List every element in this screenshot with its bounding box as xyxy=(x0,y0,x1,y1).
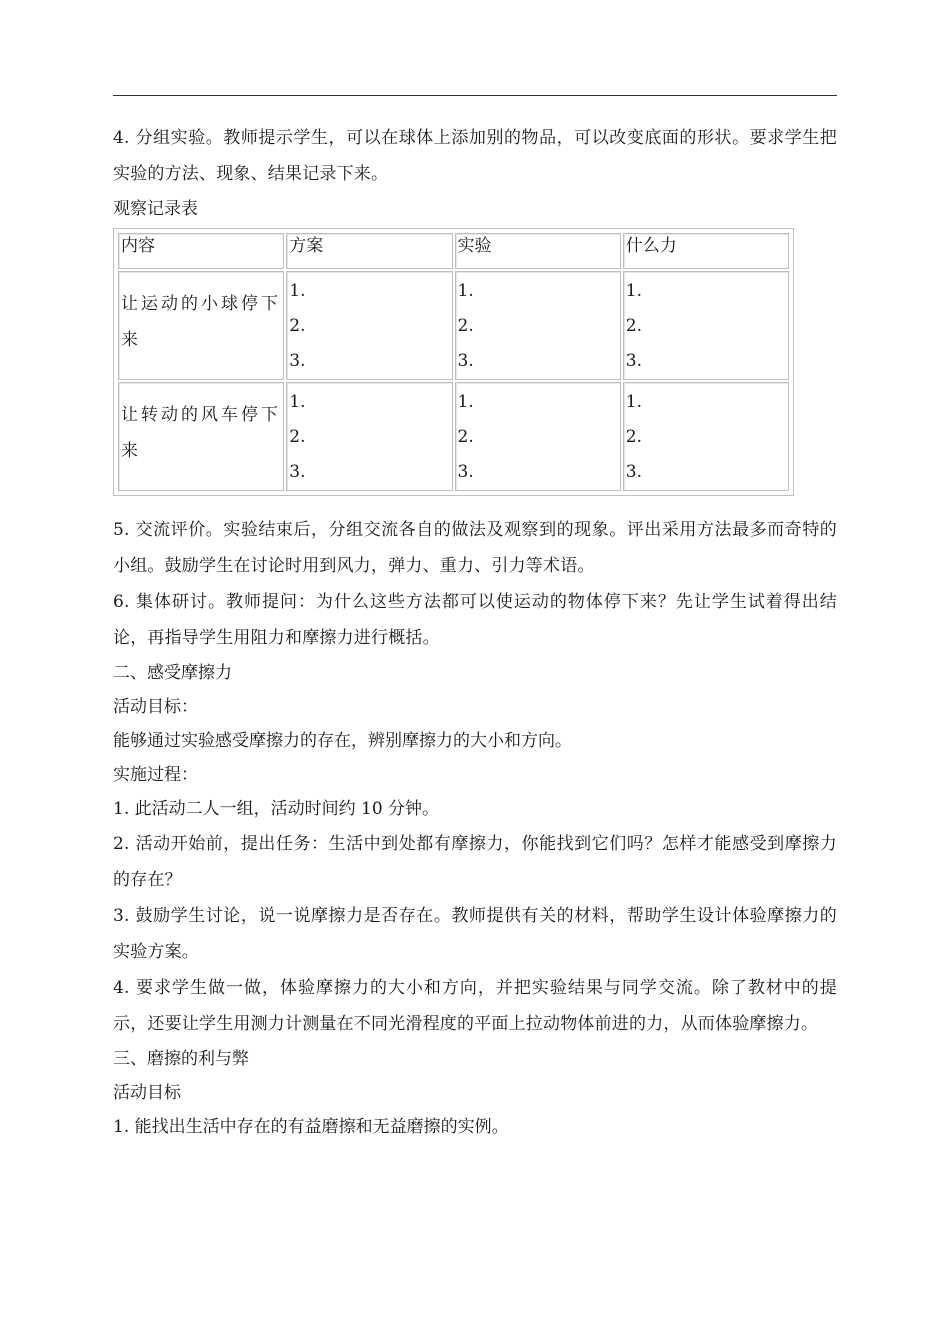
list-item: 3. xyxy=(289,351,306,371)
list-item: 3. xyxy=(457,351,474,371)
section-heading: 二、感受摩擦力 xyxy=(113,663,232,683)
list-item: 3. xyxy=(457,462,474,482)
paragraph-step-3: 3. 鼓励学生讨论，说一说摩擦力是否存在。教师提供有关的材料，帮助学生设计体验摩擦力的实验方案。 xyxy=(113,906,837,962)
list-item: 1. xyxy=(289,281,306,301)
list-item: 2. xyxy=(457,316,474,336)
list-item: 2. xyxy=(289,427,306,447)
header-rule xyxy=(113,95,837,96)
list-item: 1. xyxy=(289,392,306,412)
table-header-cell: 什么力 xyxy=(623,233,789,269)
row-label: 让运动的小球停下来 xyxy=(121,294,281,350)
table-cell xyxy=(286,382,452,491)
table-row xyxy=(118,382,789,491)
list-item: 2. xyxy=(625,316,642,336)
list-item: 3. xyxy=(625,462,642,482)
table-cell xyxy=(623,382,789,491)
paragraph-goal-item-1: 1. 能找出生活中存在的有益磨擦和无益磨擦的实例。 xyxy=(113,1117,509,1137)
observation-table-grid xyxy=(116,231,791,493)
table-cell xyxy=(286,271,452,380)
table-cell xyxy=(455,382,621,491)
paragraph-step-1: 1. 此活动二人一组，活动时间约 10 分钟。 xyxy=(113,799,440,819)
list-item: 2. xyxy=(625,427,642,447)
paragraph-exchange-evaluation: 5. 交流评价。实验结束后，分组交流各自的做法及观察到的现象。评出采用方法最多而奇特的小组。鼓励学生在讨论时用到风力，弹力、重力、引力等术语。 xyxy=(113,520,837,576)
table-header-row xyxy=(118,233,789,269)
table-row-label-cell xyxy=(118,271,284,380)
paragraph-goal: 能够通过实验感受摩擦力的存在，辨别摩擦力的大小和方向。 xyxy=(113,731,572,751)
table-header-cell: 方案 xyxy=(286,233,452,269)
list-item: 3. xyxy=(625,351,642,371)
row-label: 让转动的风车停下来 xyxy=(121,405,281,461)
paragraph-step-4: 4. 要求学生做一做，体验摩擦力的大小和方向，并把实验结果与同学交流。除了教材中的提示，还要让学生用测力计测量在不同光滑程度的平面上拉动物体前进的力，从而体验摩擦力。 xyxy=(113,978,837,1034)
list-item: 1. xyxy=(457,281,474,301)
list-item: 1. xyxy=(625,392,642,412)
table-header-cell: 内容 xyxy=(118,233,284,269)
table-row-label-cell xyxy=(118,382,284,491)
paragraph-collective-discussion: 6. 集体研讨。教师提问：为什么这些方法都可以使运动的物体停下来？先让学生试着得出结论，再指导学生用阻力和摩擦力进行概括。 xyxy=(113,592,837,648)
activity-goal-label: 活动目标： xyxy=(113,697,198,717)
list-item: 1. xyxy=(625,281,642,301)
table-cell xyxy=(455,271,621,380)
table-row xyxy=(118,271,789,380)
list-item: 2. xyxy=(289,316,306,336)
paragraph-step-2: 2. 活动开始前，提出任务：生活中到处都有摩擦力，你能找到它们吗？怎样才能感受到摩擦力的存在？ xyxy=(113,834,837,890)
list-item: 3. xyxy=(289,462,306,482)
section-heading: 三、磨擦的利与弊 xyxy=(113,1049,249,1069)
table-header-cell: 实验 xyxy=(455,233,621,269)
activity-goal-label: 活动目标 xyxy=(113,1083,181,1103)
process-label: 实施过程： xyxy=(113,765,198,785)
document-body xyxy=(113,120,837,1144)
list-item: 1. xyxy=(457,392,474,412)
observation-table xyxy=(113,228,794,496)
table-title: 观察记录表 xyxy=(113,199,198,219)
table-cell xyxy=(623,271,789,380)
paragraph-group-experiment: 4. 分组实验。教师提示学生，可以在球体上添加别的物品，可以改变底面的形状。要求学生把实验的方法、现象、结果记录下来。 xyxy=(113,128,837,184)
list-item: 2. xyxy=(457,427,474,447)
